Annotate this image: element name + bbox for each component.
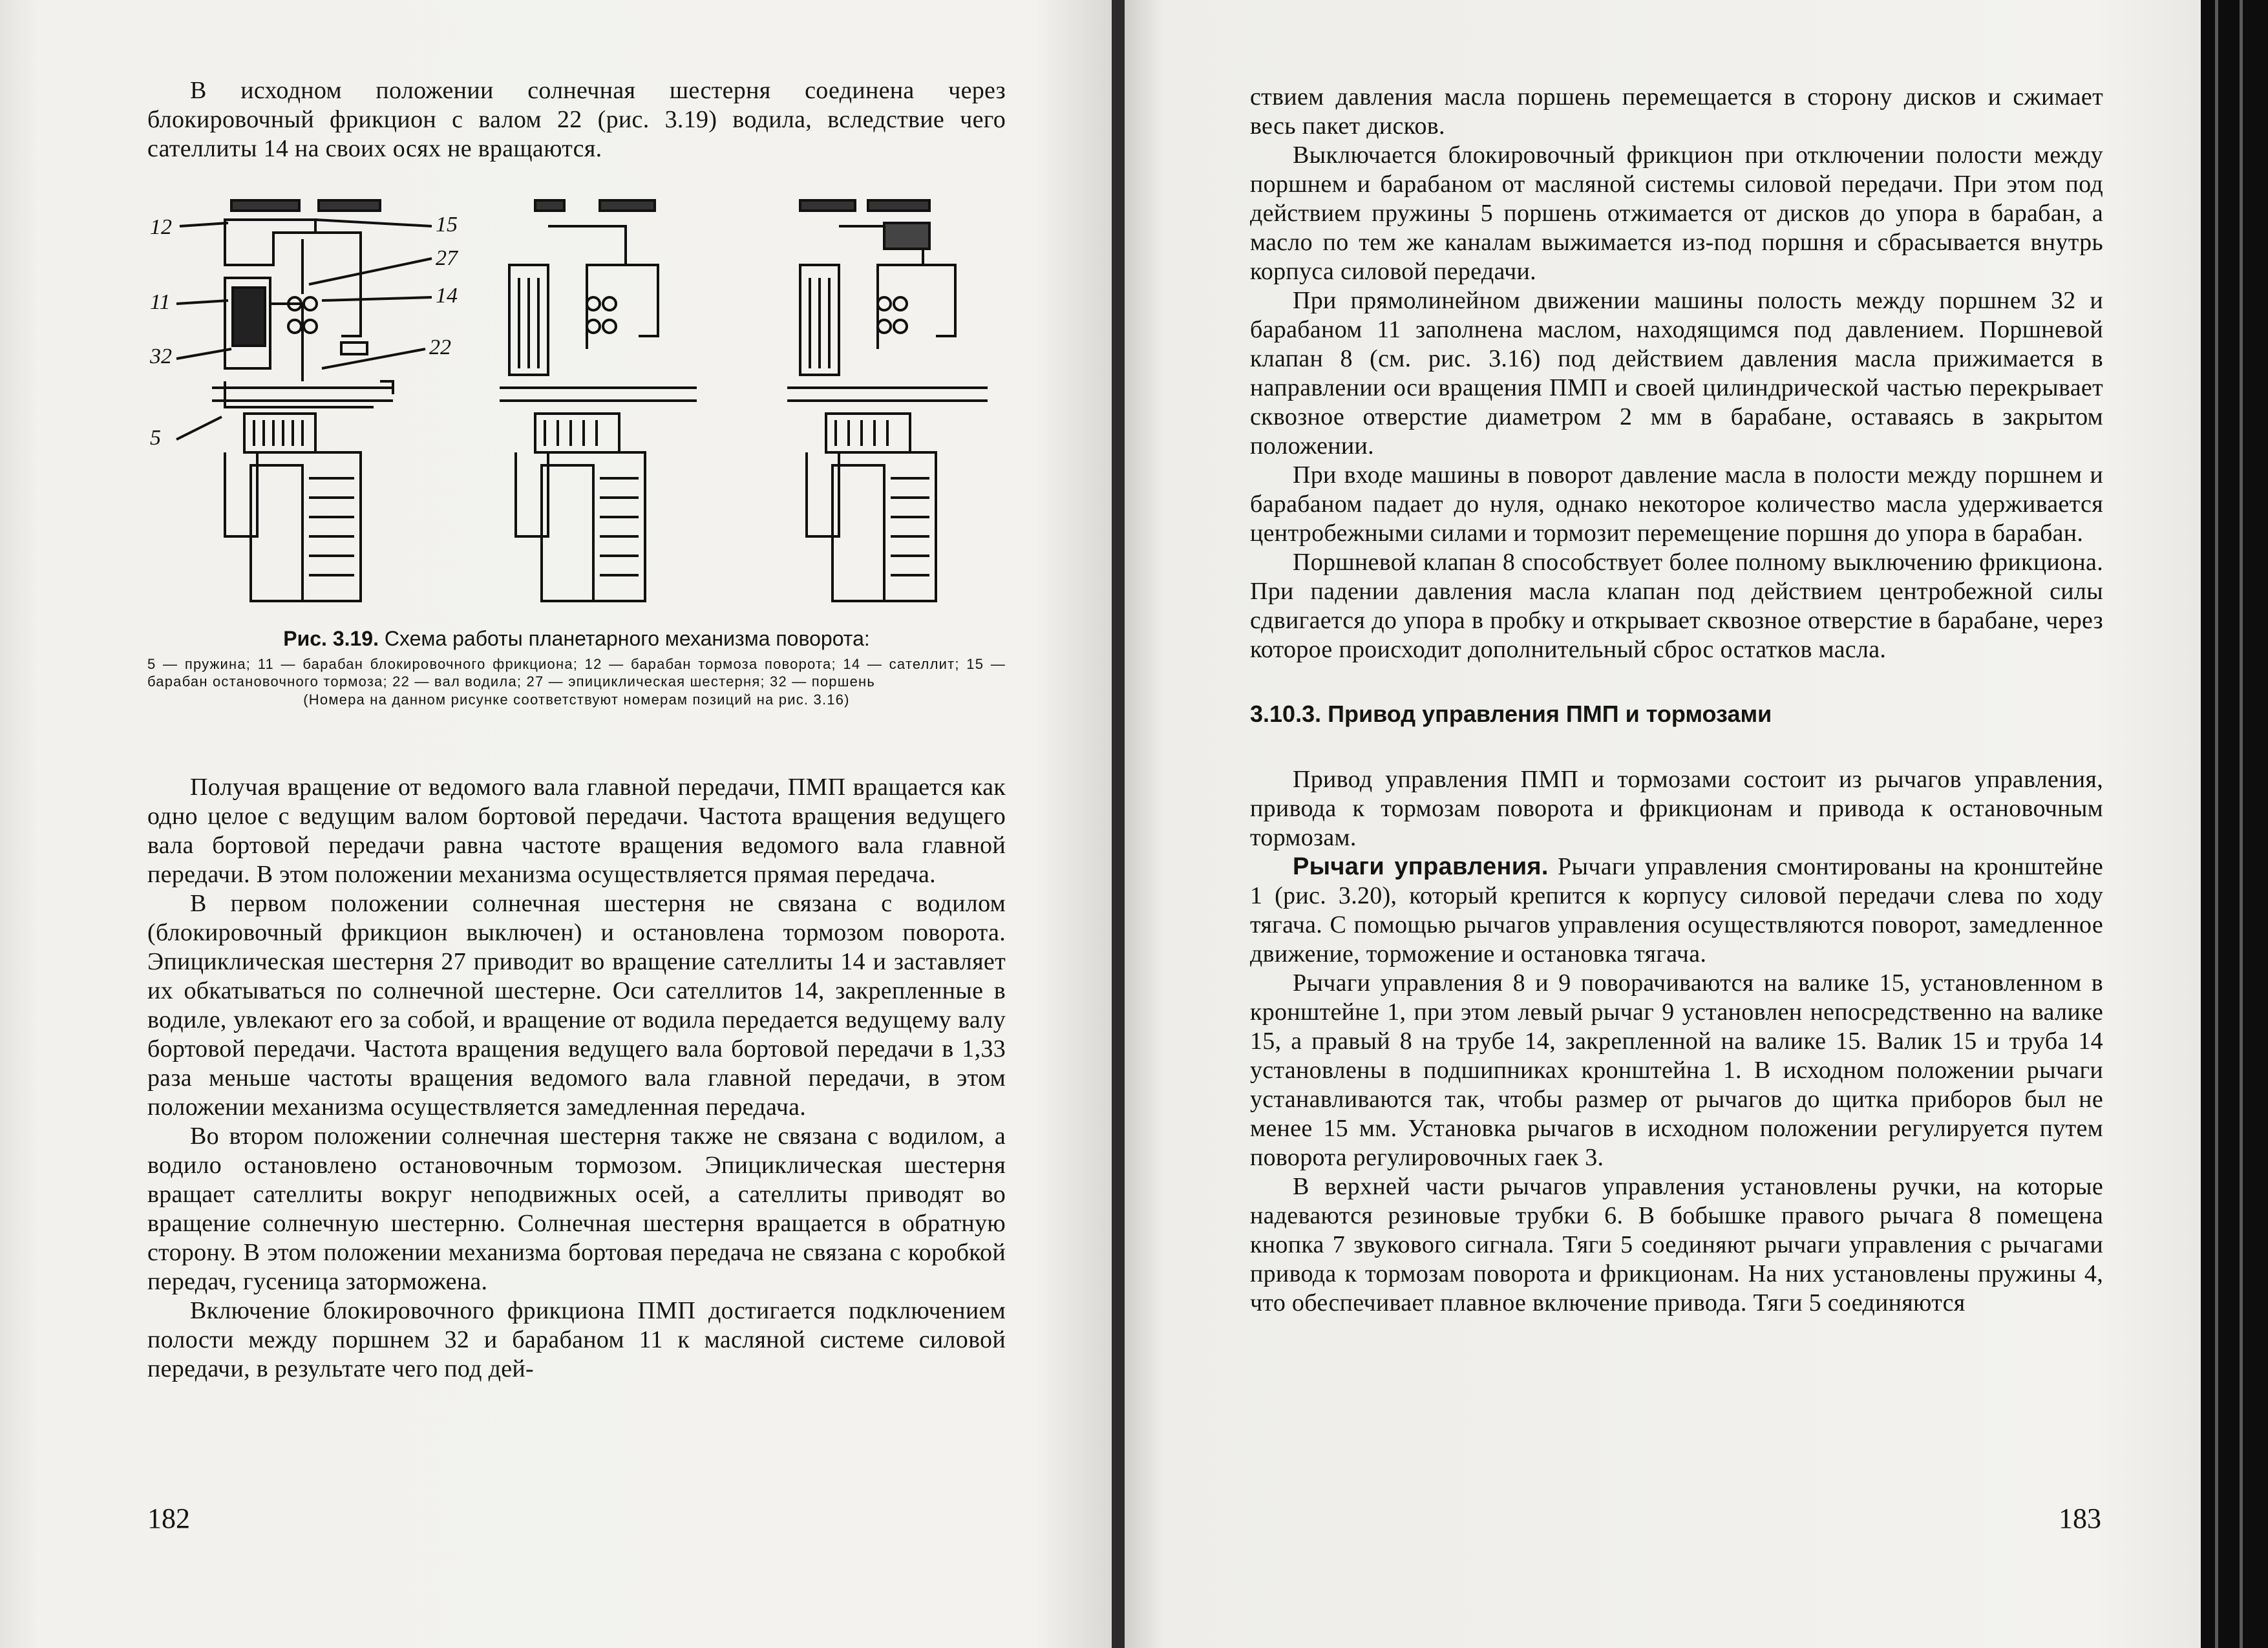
- caption-note: (Номера на данном рисунке соответствуют номерам позиций на рис. 3.16): [303, 692, 850, 708]
- paragraph: В исходном положении солнечная шестерня соединена через блокировочный фрикцион с валом 22 (рис. 3.19) водила, вследствие чего сателлиты 14 на своих осях не вращаются.: [147, 77, 1006, 162]
- figure-label: 14: [436, 284, 458, 308]
- paragraph: Включение блокировочного фрикциона ПМП достигается подключением полости между поршнем 32 и барабаном 11 к масляной системе силовой передачи, в результате чего под дей-: [147, 1297, 1006, 1382]
- paragraph: Рычаги управления 8 и 9 поворачиваются на валике 15, установленном в кронштейне 1, при этом левый рычаг 9 установлен непосредственно на валике 15, а правый 8 на трубе 14, закрепленной на валике 15. Валик 15 и труба 14 установлены в подшипниках кронштейна 1. В исходном положении рычаги устанавливаются так, чтобы размер от рычагов до щитка приборов был не менее 15 мм. Установка рычагов в исходном положении регулируется путем поворота регулировочных гаек 3.: [1250, 969, 2103, 1171]
- caption-title: [147, 626, 1006, 651]
- paragraph: В верхней части рычагов управления установлены ручки, на которые надеваются резиновые трубки 6. В бобышке правого рычага 8 помещена кнопка 7 звукового сигнала. Тяги 5 соединяют рычаги управления с рычагами привода к тормозам поворота и фрикционам. На них установлены пружины 4, что обеспечивает плавное включение привода. Тяги 5 соединяются: [1250, 1173, 2103, 1316]
- run-in-heading: Рычаги управления.: [1293, 853, 1549, 880]
- figure-label: 12: [150, 215, 172, 239]
- right-body-text: [1250, 83, 2103, 1318]
- planetary-mechanism-diagram: [147, 187, 1007, 607]
- paragraph: Во втором положении солнечная шестерня также не связана с водилом, а водило остановлено остановочным тормозом. Эпициклическая шестерня вращает сателлиты вокруг неподвижных осей, а сателлиты приводят во вращение солнечную шестерню. Солнечная шестерня вращается в обратную сторону. В этом положении механизма бортовая передача не связана с коробкой передач, гусеница заторможена.: [147, 1123, 1006, 1295]
- paragraph: ствием давления масла поршень перемещается в сторону дисков и сжимает весь пакет дисков.: [1250, 83, 2103, 140]
- paragraph: Поршневой клапан 8 способствует более полному выключению фрикциона. При падении давления масла клапан под действием центробежной силы сдвигается до упора в пробку и открывает сквозное отверстие в барабане, через которое происходит дополнительный сброс остатков масла.: [1250, 549, 2103, 663]
- section-heading: 3.10.3. Привод управления ПМП и тормозами: [1250, 701, 1772, 727]
- page-number: 182: [147, 1503, 190, 1534]
- book-edge: [2201, 0, 2268, 1648]
- paragraph: При входе машины в поворот давление масла в полости между поршнем и барабаном падает до нуля, однако некоторое количество масла удерживается центробежными силами и тормозит перемещение поршня до упора в барабан.: [1250, 461, 2103, 547]
- figure-caption: [147, 626, 1006, 710]
- page-number: 183: [2059, 1503, 2101, 1534]
- left-top-text: [147, 76, 1006, 164]
- figure-label: 11: [150, 290, 171, 314]
- figure-label: 32: [150, 344, 172, 368]
- paragraph: Получая вращение от ведомого вала главной передачи, ПМП вращается как одно целое с ведущим валом бортовой передачи. Частота вращения ведущего вала бортовой передачи равна частоте вращения ведомого вала главной передачи. В этом положении механизма осуществляется прямая передача.: [147, 774, 1006, 888]
- paragraph: Привод управления ПМП и тормозами состоит из рычагов управления, привода к тормозам поворота и фрикционам и привода к остановочным тормозам.: [1250, 766, 2103, 851]
- paragraph: [1250, 852, 2103, 969]
- paragraph-text: Рычаги управления смонтированы на кронштейне 1 (рис. 3.20), который крепится к корпусу силовой передачи слева по ходу тягача. С помощью рычагов управления осуществляются поворот, замедленное движение, торможение и остановка тягача.: [1250, 853, 2103, 967]
- figure-3-19: [147, 187, 1007, 607]
- paragraph: Выключается блокировочный фрикцион при отключении полости между поршнем и барабаном от масляной системы силовой передачи. При этом под действием пружины 5 поршень отжимается от дисков до упора в барабан, а масло по тем же каналам выжимается из-под поршня и сбрасывается внутрь корпуса силовой передачи.: [1250, 142, 2103, 285]
- left-body-text: [147, 773, 1006, 1384]
- book-spine: [1112, 0, 1125, 1648]
- caption-figure-number: Рис. 3.19.: [283, 627, 379, 650]
- figure-label: 15: [436, 213, 458, 237]
- caption-title-text: Схема работы планетарного механизма поворота:: [384, 627, 870, 650]
- right-page: [1125, 0, 2201, 1648]
- figure-label: 27: [436, 246, 458, 270]
- figure-label: 22: [429, 335, 451, 359]
- left-page: [0, 0, 1112, 1648]
- paragraph: При прямолинейном движении машины полость между поршнем 32 и барабаном 11 заполнена маслом, находящимся под давлением. Поршневой клапан 8 (см. рис. 3.16) под действием давления масла прижимается в направлении оси вращения ПМП и своей цилиндрической частью перекрывает сквозное отверстие диаметром 2 мм в барабане, оставаясь в закрытом положении.: [1250, 287, 2103, 460]
- figure-label: 5: [150, 426, 161, 450]
- paragraph: В первом положении солнечная шестерня не связана с водилом (блокировочный фрикцион выключен) и остановлена тормозом поворота. Эпициклическая шестерня 27 приводит во вращение сателлиты 14 и заставляет их обкатываться по солнечной шестерне. Оси сателлитов 14, закрепленные в водиле, увлекают его за собой, и вращение от водила передается ведущему валу бортовой передачи. Частота вращения ведущего вала бортовой передачи в 1,33 раза меньше частоты вращения ведомого вала главной передачи, в этом положении механизма осуществляется замедленная передача.: [147, 890, 1006, 1121]
- caption-legend: 5 — пружина; 11 — барабан блокировочного фрикциона; 12 — барабан тормоза поворота; 14 — сателлит; 15 — барабан остановочного тормоза; 22 — вал водила; 27 — эпициклическая шестерня; 32 — поршень: [147, 656, 1006, 690]
